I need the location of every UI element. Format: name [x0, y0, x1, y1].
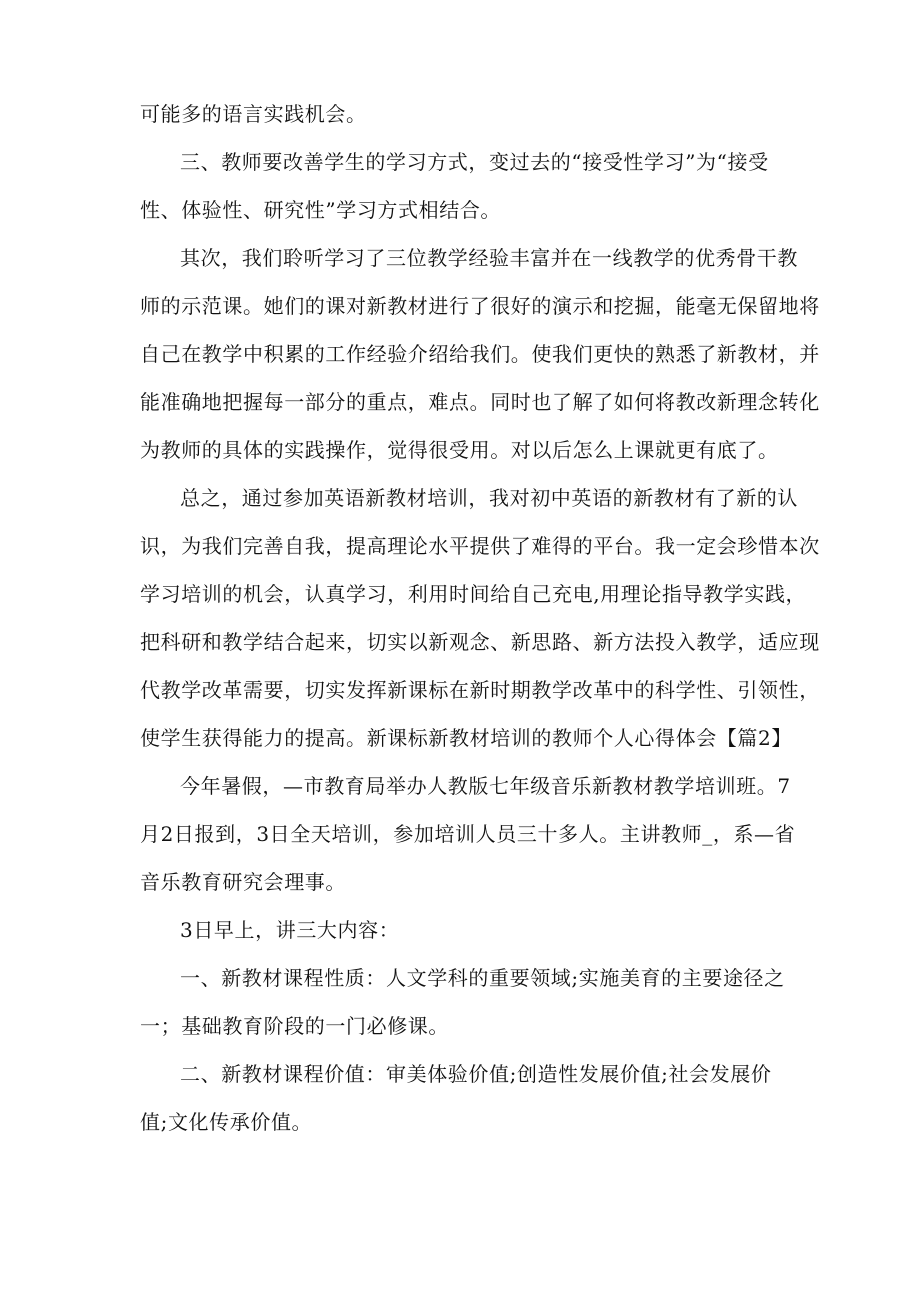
text-line-2: 三、教师要改善学生的学习方式，变过去的“接受性学习”为“接受 [180, 150, 769, 174]
text-line-19: 一、新教材课程性质：人文学科的重要领域;实施美育的主要途径之 [180, 966, 785, 990]
text-line-15: 今年暑假，—市教育局举办人教版七年级音乐新教材教学培训班。7 [180, 774, 791, 798]
text-line-20: 一；基础教育阶段的一门必修课。 [140, 1014, 449, 1038]
text-line-17: 音乐教育研究会理事。 [140, 870, 346, 894]
text-line-6: 自己在教学中积累的工作经验介绍给我们。使我们更快的熟悉了新教材，并 [140, 342, 820, 366]
text-line-9: 总之，通过参加英语新教材培训，我对初中英语的新教材有了新的认 [180, 486, 798, 510]
text-line-10: 识，为我们完善自我，提高理论水平提供了难得的平台。我一定会珍惜本次 [140, 534, 820, 558]
text-line-18: 3日早上，讲三大内容： [180, 918, 400, 942]
text-line-14: 使学生获得能力的提高。新课标新教材培训的教师个人心得体会【篇2】 [140, 726, 792, 750]
text-line-11: 学习培训的机会，认真学习，利用时间给自己充电,用理论指导教学实践， [140, 582, 807, 606]
text-line-16: 月2日报到，3日全天培训，参加培训人员三十多人。主讲教师_，系—省 [140, 822, 796, 846]
text-line-22: 值;文化传承价值。 [140, 1110, 313, 1134]
text-line-1: 可能多的语言实践机会。 [140, 102, 367, 126]
text-line-5: 师的示范课。她们的课对新教材进行了很好的演示和挖掘，能毫无保留地将 [140, 294, 820, 318]
text-line-7: 能准确地把握每一部分的重点，难点。同时也了解了如何将教改新理念转化 [140, 390, 820, 414]
text-line-21: 二、新教材课程价值：审美体验价值;创造性发展价值;社会发展价 [180, 1062, 772, 1086]
text-line-3: 性、体验性、研究性”学习方式相结合。 [140, 198, 502, 222]
text-line-4: 其次，我们聆听学习了三位教学经验丰富并在一线教学的优秀骨干教 [180, 246, 798, 270]
text-line-8: 为教师的具体的实践操作，觉得很受用。对以后怎么上课就更有底了。 [140, 438, 779, 462]
text-line-12: 把科研和教学结合起来，切实以新观念、新思路、新方法投入教学，适应现 [140, 630, 820, 654]
text-line-13: 代教学改革需要，切实发挥新课标在新时期教学改革中的科学性、引领性， [140, 678, 820, 702]
